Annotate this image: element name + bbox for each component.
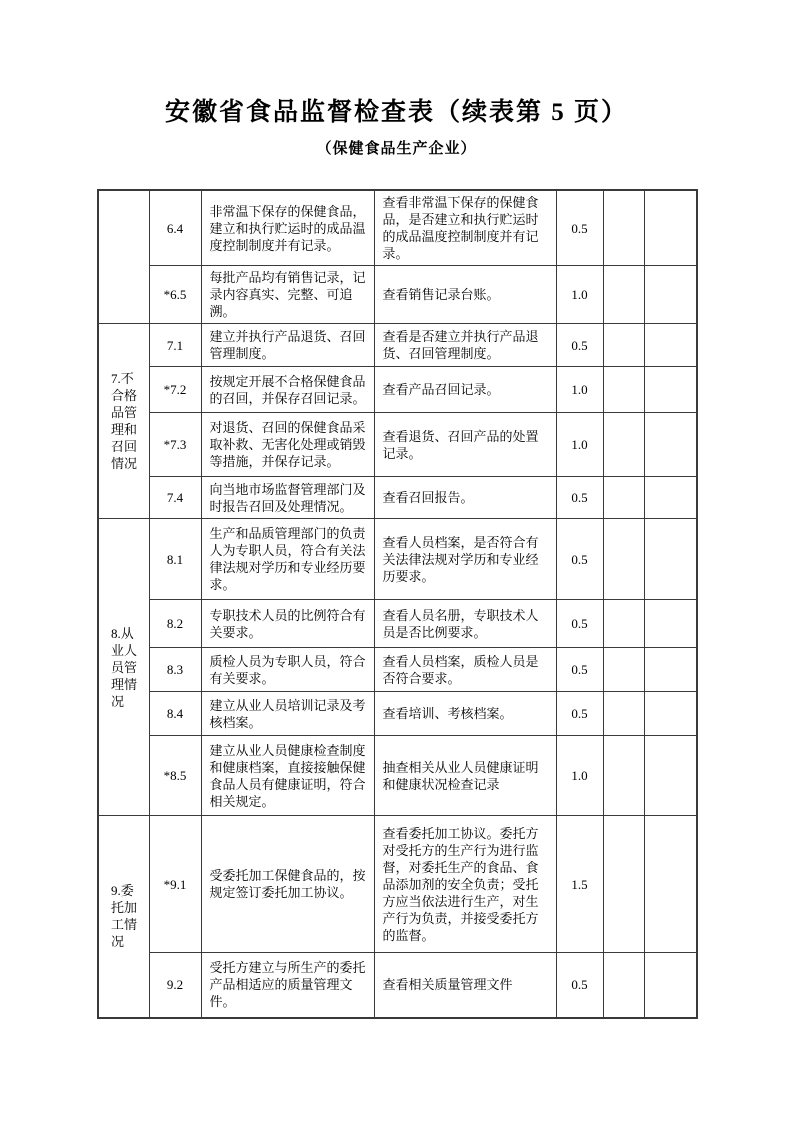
remark-cell	[644, 367, 697, 413]
table-row	[98, 648, 697, 692]
item-no: 7.1	[149, 324, 201, 367]
remark-cell	[644, 816, 697, 953]
remark-cell	[644, 266, 697, 324]
method-text: 查看退货、召回产品的处置记录。	[374, 413, 556, 477]
score-value: 0.5	[556, 519, 603, 600]
table-row	[98, 736, 697, 816]
table-row	[98, 190, 697, 266]
page-title: 安徽省食品监督检查表（续表第 5 页）	[164, 99, 628, 126]
group-cell-6	[98, 190, 149, 324]
method-text: 查看人员档案，质检人员是否符合要求。	[374, 648, 556, 692]
score-value: 0.5	[556, 477, 603, 519]
item-no: 7.4	[149, 477, 201, 519]
item-text: 专职技术人员的比例符合有关要求。	[201, 600, 374, 648]
method-text: 抽查相关从业人员健康证明和健康状况检查记录	[374, 736, 556, 816]
item-no: *7.3	[149, 413, 201, 477]
score-value: 0.5	[556, 648, 603, 692]
item-no: *9.1	[149, 816, 201, 953]
score-value: 1.0	[556, 266, 603, 324]
result-cell	[603, 600, 644, 648]
group-cell-7: 7.不合格品管理和召回情况	[98, 324, 149, 519]
group-cell-8: 8.从业人员管理情况	[98, 519, 149, 816]
remark-cell	[644, 190, 697, 266]
item-no: *6.5	[149, 266, 201, 324]
item-text: 建立并执行产品退货、召回管理制度。	[201, 324, 374, 367]
score-value: 1.0	[556, 413, 603, 477]
item-text: 建立从业人员培训记录及考核档案。	[201, 692, 374, 736]
item-text: 生产和品质管理部门的负责人为专职人员，符合有关法律法规对学历和专业经历要求。	[201, 519, 374, 600]
score-value: 0.5	[556, 692, 603, 736]
item-no: 8.1	[149, 519, 201, 600]
item-text: 非常温下保存的保健食品，建立和执行贮运时的成品温度控制制度并有记录。	[201, 190, 374, 266]
result-cell	[603, 519, 644, 600]
table-row	[98, 266, 697, 324]
item-no: *8.5	[149, 736, 201, 816]
table-row	[98, 413, 697, 477]
method-text: 查看培训、考核档案。	[374, 692, 556, 736]
method-text: 查看相关质量管理文件	[374, 953, 556, 1018]
item-text: 质检人员为专职人员，符合有关要求。	[201, 648, 374, 692]
remark-cell	[644, 324, 697, 367]
method-text: 查看人员档案，是否符合有关法律法规对学历和专业经历要求。	[374, 519, 556, 600]
score-value: 0.5	[556, 953, 603, 1018]
table-row	[98, 692, 697, 736]
remark-cell	[644, 600, 697, 648]
item-text: 对退货、召回的保健食品采取补救、无害化处理或销毁等措施，并保存记录。	[201, 413, 374, 477]
score-value: 1.5	[556, 816, 603, 953]
method-text: 查看非常温下保存的保健食品，是否建立和执行贮运时的成品温度控制制度并有记录。	[374, 190, 556, 266]
score-value: 1.0	[556, 367, 603, 413]
table-row	[98, 953, 697, 1018]
method-text: 查看销售记录台账。	[374, 266, 556, 324]
table-row	[98, 367, 697, 413]
method-text: 查看产品召回记录。	[374, 367, 556, 413]
method-text: 查看是否建立并执行产品退货、召回管理制度。	[374, 324, 556, 367]
result-cell	[603, 692, 644, 736]
remark-cell	[644, 413, 697, 477]
remark-cell	[644, 953, 697, 1018]
result-cell	[603, 477, 644, 519]
method-text: 查看人员名册，专职技术人员是否比例要求。	[374, 600, 556, 648]
result-cell	[603, 324, 644, 367]
score-value: 0.5	[556, 600, 603, 648]
item-text: 向当地市场监督管理部门及时报告召回及处理情况。	[201, 477, 374, 519]
table-row	[98, 519, 697, 600]
method-text: 查看召回报告。	[374, 477, 556, 519]
method-text: 查看委托加工协议。委托方对受托方的生产行为进行监督，对委托生产的食品、食品添加剂的安全负责；受托方应当依法进行生产，对生产行为负责，并接受委托方的监督。	[374, 816, 556, 953]
item-text: 受托方建立与所生产的委托产品相适应的质量管理文件。	[201, 953, 374, 1018]
remark-cell	[644, 736, 697, 816]
remark-cell	[644, 477, 697, 519]
inspection-table	[97, 189, 698, 1019]
result-cell	[603, 648, 644, 692]
item-no: 8.4	[149, 692, 201, 736]
item-no: 9.2	[149, 953, 201, 1018]
score-value: 0.5	[556, 190, 603, 266]
page-subtitle: （保健食品生产企业）	[316, 141, 477, 157]
result-cell	[603, 816, 644, 953]
table-row	[98, 324, 697, 367]
item-text: 每批产品均有销售记录，记录内容真实、完整、可追溯。	[201, 266, 374, 324]
item-no: 8.2	[149, 600, 201, 648]
item-text: 按规定开展不合格保健食品的召回，并保存召回记录。	[201, 367, 374, 413]
table-row	[98, 816, 697, 953]
result-cell	[603, 413, 644, 477]
result-cell	[603, 367, 644, 413]
result-cell	[603, 953, 644, 1018]
item-no: 8.3	[149, 648, 201, 692]
remark-cell	[644, 648, 697, 692]
remark-cell	[644, 519, 697, 600]
remark-cell	[644, 692, 697, 736]
item-no: *7.2	[149, 367, 201, 413]
score-value: 0.5	[556, 324, 603, 367]
item-text: 受委托加工保健食品的，按规定签订委托加工协议。	[201, 816, 374, 953]
score-value: 1.0	[556, 736, 603, 816]
table-row	[98, 477, 697, 519]
item-text: 建立从业人员健康检查制度和健康档案，直接接触保健食品人员有健康证明，符合相关规定。	[201, 736, 374, 816]
result-cell	[603, 190, 644, 266]
table-row	[98, 600, 697, 648]
group-cell-9: 9.委托加工情况	[98, 816, 149, 1018]
item-no: 6.4	[149, 190, 201, 266]
result-cell	[603, 736, 644, 816]
result-cell	[603, 266, 644, 324]
